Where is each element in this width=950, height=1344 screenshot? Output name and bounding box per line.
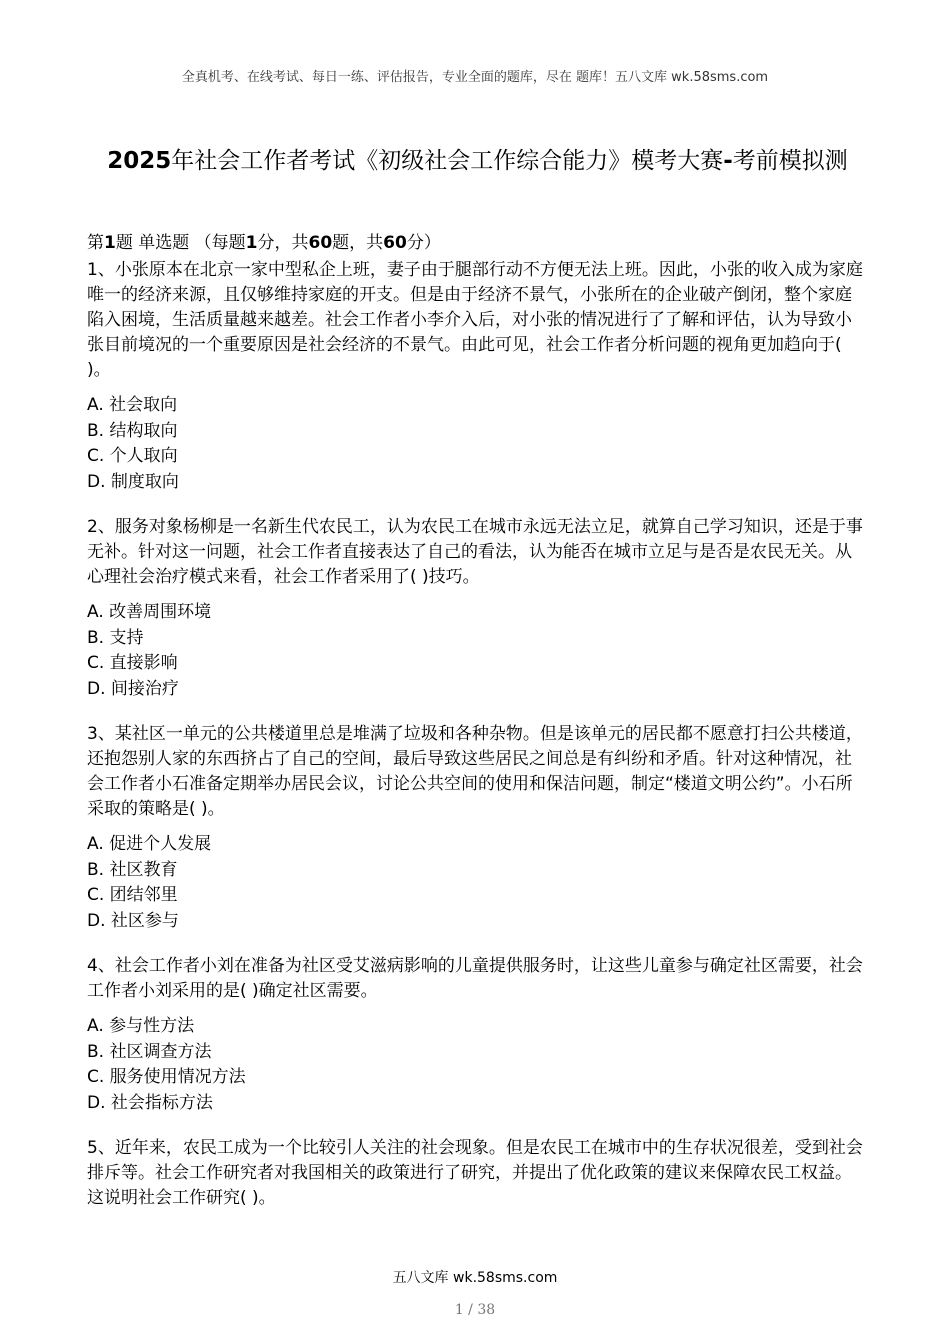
section-number: 1 xyxy=(104,233,116,253)
answer-option[interactable]: B. 结构取向 xyxy=(87,420,178,441)
footer-site: 五八文库 wk.58sms.com xyxy=(392,1270,558,1286)
section-count: 60 xyxy=(308,233,333,253)
answer-option[interactable]: D. 社会指标方法 xyxy=(87,1092,213,1113)
section-text: 分） xyxy=(406,233,441,253)
answer-option[interactable]: C. 团结邻里 xyxy=(87,885,178,905)
answer-option[interactable]: B. 社区调查方法 xyxy=(87,1041,212,1062)
answer-option[interactable]: D. 间接治疗 xyxy=(87,678,179,699)
answer-option[interactable]: A. 参与性方法 xyxy=(87,1016,195,1036)
answer-option[interactable]: B. 支持 xyxy=(87,627,144,648)
question-stem: 1、小张原本在北京一家中型私企上班，妻子由于腿部行动不方便无法上班。因此，小张的收入成为家庭唯一的经济来源，且仅够维持家庭的开支。但是由于经济不景气，小张所在的企业破产倒闭，整个家庭陷入困境，生活质量越来越差。社会工作者小李介入后，对小张的情况进行了了解和评估，认为导致小张目前境况的一个重要原因是社会经济的不景气。由此可见，社会工作者分析问题的视角更加趋向于( )。 xyxy=(87,260,863,380)
question-stem: 3、某社区一单元的公共楼道里总是堆满了垃圾和各种杂物。但是该单元的居民都不愿意打扫公共楼道，还抱怨别人家的东西挤占了自己的空间，最后导致这些居民之间总是有纠纷和矛盾。针对这种情况，社会工作者小石准备定期举办居民会议，讨论公共空间的使用和保洁问题，制定“楼道文明公约”。小石所采取的策略是( )。 xyxy=(87,724,863,819)
question-item xyxy=(87,515,867,702)
section-header xyxy=(87,232,487,254)
question-item xyxy=(87,1136,867,1211)
question-stem: 2、服务对象杨柳是一名新生代农民工，认为农民工在城市永远无法立足，就算自己学习知识，还是于事无补。针对这一问题，社会工作者直接表达了自己的看法，认为能否在城市立足与是否是农民无关。从心理社会治疗模式来看，社会工作者采用了( )技巧。 xyxy=(87,517,863,587)
page-number: 1 / 38 xyxy=(454,1302,496,1318)
answer-option[interactable]: B. 社区教育 xyxy=(87,859,178,880)
section-score: 1 xyxy=(245,233,258,253)
question-stem: 5、近年来，农民工成为一个比较引人关注的社会现象。但是农民工在城市中的生存状况很差，受到社会排斥等。社会工作研究者对我国相关的政策进行了研究，并提出了优化政策的建议来保障农民工权益。这说明社会工作研究( )。 xyxy=(87,1138,863,1208)
answer-option[interactable]: A. 改善周围环境 xyxy=(87,602,212,622)
answer-option[interactable]: D. 制度取向 xyxy=(87,471,179,492)
question-item xyxy=(87,954,867,1116)
header-banner: 全真机考、在线考试、每日一练、评估报告，专业全面的题库，尽在 题库！五八文库 wk.58sms.com xyxy=(181,70,769,85)
section-text: 分，共 xyxy=(257,233,309,253)
title-text: 年社会工作者考试《初级社会工作综合能力》模考大赛 xyxy=(171,148,724,174)
answer-option[interactable]: C. 个人取向 xyxy=(87,446,178,466)
answer-option[interactable]: C. 直接影响 xyxy=(87,653,178,673)
answer-option[interactable]: C. 服务使用情况方法 xyxy=(87,1067,246,1087)
title-dash: - xyxy=(723,148,733,174)
question-stem: 4、社会工作者小刘在准备为社区受艾滋病影响的儿童提供服务时，让这些儿童参与确定社区需要，社会工作者小刘采用的是( )确定社区需要。 xyxy=(87,956,863,1001)
section-text: 题，共 xyxy=(332,233,384,253)
question-item xyxy=(87,258,867,495)
answer-option[interactable]: A. 社会取向 xyxy=(87,395,178,415)
answer-option[interactable]: A. 促进个人发展 xyxy=(87,834,212,854)
document-title xyxy=(80,148,875,175)
question-item xyxy=(87,722,867,934)
section-text: 题 单选题 （每题 xyxy=(115,233,246,253)
section-total: 60 xyxy=(383,233,407,253)
title-tail: 考前模拟测 xyxy=(732,148,848,174)
title-year: 2025 xyxy=(107,148,172,174)
section-text: 第 xyxy=(87,233,104,253)
question-content xyxy=(87,232,867,1231)
answer-option[interactable]: D. 社区参与 xyxy=(87,910,179,931)
